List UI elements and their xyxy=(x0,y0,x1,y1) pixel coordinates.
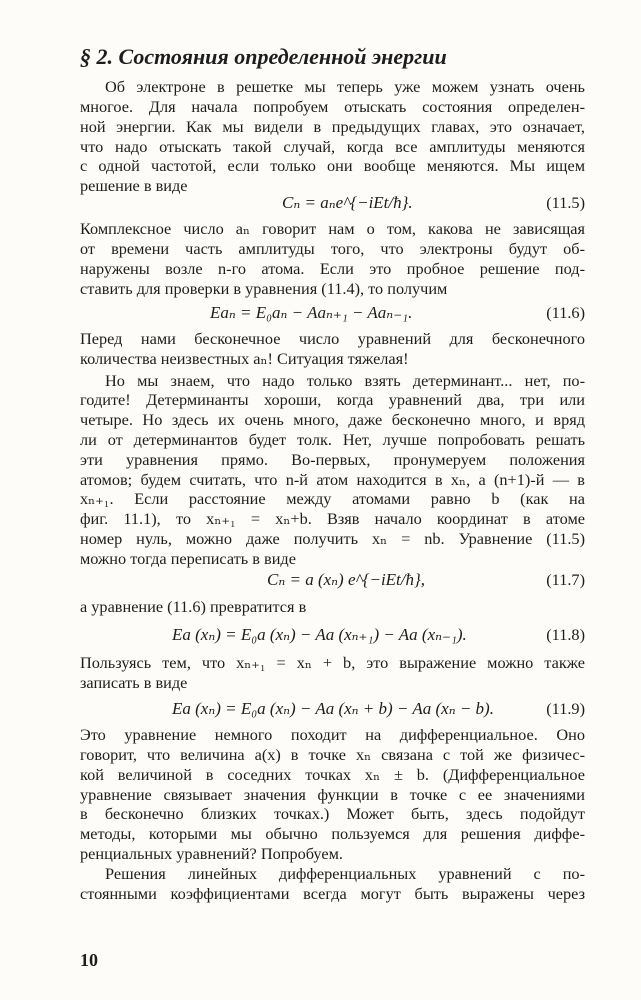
text-line: атомов; будем считать, что n-й атом находится в xₙ, а (n+1)-й — в xyxy=(80,469,585,489)
text-line: что надо отыскать такой случай, когда все амплитуды меняются xyxy=(80,136,585,156)
text-line: Решения линейных дифференциальных уравнений с по- xyxy=(105,863,585,883)
text-line: Перед нами бесконечное число уравнений для бесконечного xyxy=(80,329,585,349)
equation-number: (11.6) xyxy=(546,303,585,323)
text-line: номер нуль, можно даже получить xₙ = nb. Уравнение (11.5) xyxy=(80,529,585,548)
text-line: с одной частотой, если только они вообще меняются. Мы ищем xyxy=(80,156,585,176)
equation-number: (11.8) xyxy=(546,625,585,645)
text-line: Это уравнение немного походит на дифференциальное. Оно xyxy=(80,725,585,745)
text-line: методы, которыми мы обычно пользуемся для решения диффе- xyxy=(80,824,585,844)
equation-number: (11.9) xyxy=(546,699,585,719)
equation-number: (11.5) xyxy=(546,193,585,213)
text-line: ной энергии. Как мы видели в предыдущих главах, это означает, xyxy=(80,116,585,136)
equation-formula: Ea (xₙ) = E₀a (xₙ) − Aa (xₙ₊₁) − Aa (xₙ₋₁). xyxy=(172,625,467,645)
text-line: от времени часть амплитуды того, что электроны будут об- xyxy=(80,239,585,259)
text-line: четыре. Но здесь их очень много, даже бесконечно много, и вряд xyxy=(80,410,585,430)
equation-formula: Eaₙ = E₀aₙ − Aaₙ₊₁ − Aaₙ₋₁. xyxy=(210,303,413,323)
text-line: в бесконечно близких точках.) Может быть, здесь подойдут xyxy=(80,804,585,824)
text-line: кой величиной в соседних точках xₙ ± b. (Дифференциальное xyxy=(80,764,585,784)
text-line: записать в виде xyxy=(80,673,188,692)
text-line: Об электроне в решетке мы теперь уже можем узнать очень xyxy=(105,77,585,97)
page-number: 10 xyxy=(80,950,98,970)
text-line: говорит, что величина a(x) в точке xₙ связана с той же физичес- xyxy=(80,745,585,764)
text-line: количества неизвестных aₙ! Ситуация тяжелая! xyxy=(80,349,409,368)
text-line: стоянными коэффициентами всегда могут быть выражены через xyxy=(80,883,585,903)
text-line: можно тогда переписать в виде xyxy=(80,548,296,568)
text-line: многое. Для начала попробуем отыскать состояния определен- xyxy=(80,97,585,116)
text-line: уравнение связывает значения функции в точке с ее значениями xyxy=(80,784,585,804)
equation-number: (11.7) xyxy=(546,569,585,589)
text-line: Пользуясь тем, что xₙ₊₁ = xₙ + b, это выражение можно также xyxy=(80,653,585,673)
equation-formula: Cₙ = a (xₙ) e^{−iEt/ħ}, xyxy=(267,569,426,589)
section-title: § 2. Состояния определенной энергии xyxy=(80,44,447,69)
text-line: эти уравнения прямо. Во-первых, пронумеруем положения xyxy=(80,449,585,469)
equation-formula: Ea (xₙ) = E₀a (xₙ) − Aa (xₙ + b) − Aa (xₙ − b). xyxy=(172,699,494,719)
text-line: а уравнение (11.6) превратится в xyxy=(80,597,307,617)
text-line: решение в виде xyxy=(80,176,188,196)
equation-formula: Cₙ = aₙe^{−iEt/ħ}. xyxy=(282,193,413,213)
text-line: Комплексное число aₙ говорит нам о том, какова не зависящая xyxy=(80,219,585,239)
text-line: наружены возле n-го атома. Если это пробное решение под- xyxy=(80,259,585,278)
text-line: ли от детерминантов будет толк. Нет, лучше попробовать решать xyxy=(80,430,585,449)
text-line: ставить для проверки в уравнения (11.4), то получим xyxy=(80,278,448,298)
text-line: xₙ₊₁. Если расстояние между атомами равно b (как на xyxy=(80,489,585,509)
text-line: годите! Детерминанты хороши, когда уравнений два, три или xyxy=(80,390,585,410)
text-line: ренциальных уравнений? Попробуем. xyxy=(80,844,343,863)
text-line: фиг. 11.1), то xₙ₊₁ = xₙ+b. Взяв начало координат в атоме xyxy=(80,509,585,529)
text-line: Но мы знаем, что надо только взять детерминант... нет, по- xyxy=(105,370,585,390)
